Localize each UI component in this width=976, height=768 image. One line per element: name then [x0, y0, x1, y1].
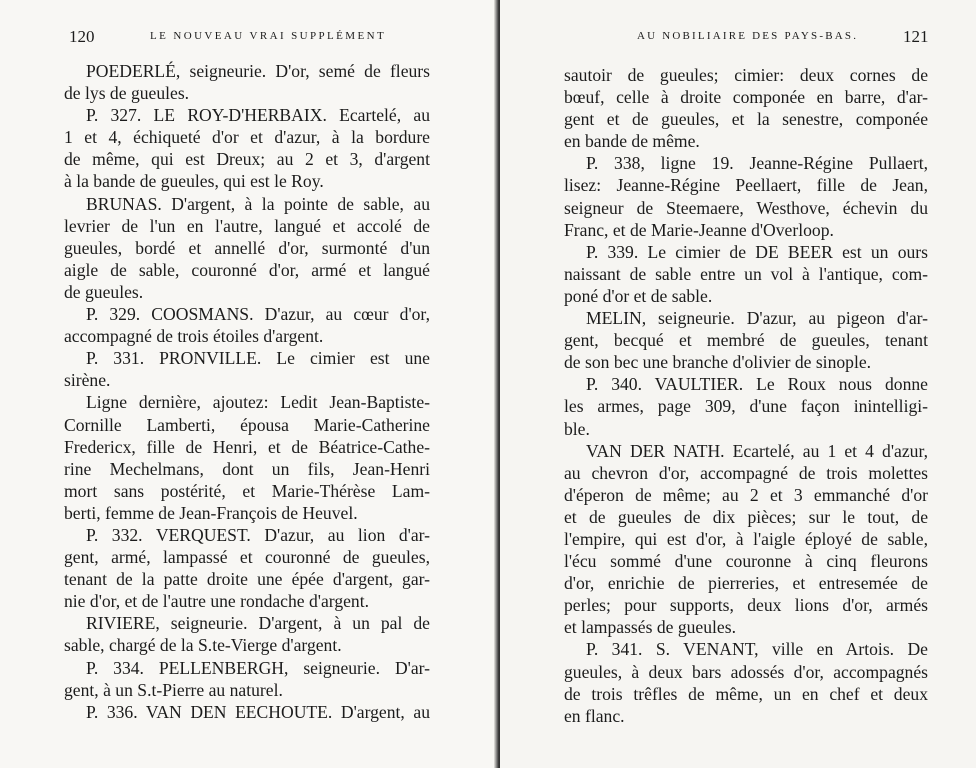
- text-line: POEDERLÉ, seigneurie. D'or, semé de fleurs: [86, 61, 430, 81]
- text-line: sirène.: [64, 370, 111, 391]
- text-line: P. 331. PRONVILLE. Le cimier est une: [86, 348, 430, 369]
- text-line: berti, femme de Jean-François de Heuvel.: [64, 502, 358, 523]
- text-line: P. 334. PELLENBERGH, seigneurie. D'ar-: [86, 657, 430, 678]
- text-line: P. 339. Le cimier de DE BEER est un ours: [586, 241, 928, 262]
- text-line: de lys de gueules.: [64, 83, 190, 104]
- text-line: gent, armé, lampassé et couronné de gueules,: [64, 547, 430, 568]
- text-line: P. 336. VAN DEN EECHOUTE. D'argent, au: [86, 701, 430, 722]
- text-line: d'or, enrichie de pierreries, et entresemée de: [564, 573, 928, 594]
- text-line: sautoir de gueules; cimier: deux cornes de: [564, 65, 928, 85]
- text-line: de gueules.: [64, 281, 144, 302]
- text-line: gueules, à deux bars adossés d'or, accompagnés: [564, 661, 928, 682]
- text-line: P. 341. S. VENANT, ville en Artois. De: [586, 639, 928, 660]
- text-line: Ligne dernière, ajoutez: Ledit Jean-Baptiste-: [86, 392, 430, 413]
- text-line: l'empire, qui est d'or, à l'aigle éployé de sable,: [564, 528, 928, 549]
- text-line: seigneur de Steemaere, Westhove, échevin du: [564, 197, 928, 218]
- text-line: P. 327. LE ROY-D'HERBAIX. Ecartelé, au: [86, 105, 430, 126]
- text-line: à la bande de gueules, qui est le Roy.: [64, 171, 324, 192]
- text-line: lisez: Jeanne-Régine Peellaert, fille de Jean,: [564, 175, 928, 196]
- text-line: rine Mechelmans, dont un fils, Jean-Henri: [64, 458, 430, 479]
- text-line: gueules, bordé et annellé d'or, surmonté d'un: [64, 237, 430, 258]
- text-line: P. 332. VERQUEST. D'azur, au lion d'ar-: [86, 524, 430, 545]
- text-line: P. 338, ligne 19. Jeanne-Régine Pullaert,: [586, 153, 928, 174]
- page-number: 121: [903, 27, 929, 46]
- text-line: et de gueules de dix pièces; sur le tout, de: [564, 506, 928, 527]
- text-line: mort sans postérité, et Marie-Thérèse Lam-: [64, 480, 430, 501]
- running-head: LE NOUVEAU VRAI SUPPLÉMENT: [150, 30, 387, 42]
- text-line: au chevron d'or, accompagné de trois molettes: [564, 462, 928, 483]
- text-line: VAN DER NATH. Ecartelé, au 1 et 4 d'azur,: [586, 440, 928, 461]
- text-line: en bande de même.: [564, 131, 700, 152]
- page-number: 120: [69, 27, 95, 46]
- text-line: l'écu sommé d'une couronne à cinq fleurons: [564, 551, 928, 572]
- right-page: [500, 0, 976, 768]
- text-line: en flanc.: [564, 705, 625, 726]
- text-line: gent, à un S.t-Pierre au naturel.: [64, 679, 283, 700]
- text-line: de même, qui est Dreux; au 2 et 3, d'argent: [64, 149, 430, 170]
- text-line: MELIN, seigneurie. D'azur, au pigeon d'ar-: [586, 308, 928, 329]
- text-line: aigle de sable, couronné d'or, armé et langué: [64, 259, 430, 280]
- running-head: AU NOBILIAIRE DES PAYS-BAS.: [637, 30, 859, 42]
- text-line: levrier de l'un en l'autre, langué et accolé de: [64, 215, 430, 236]
- text-line: Cornille Lamberti, épousa Marie-Catherine: [64, 414, 430, 435]
- text-line: et lampassés de gueules.: [564, 617, 736, 638]
- text-line: ble.: [564, 418, 590, 439]
- text-line: perles; pour supports, deux lions d'or, armés: [564, 595, 928, 616]
- page-text: [564, 64, 928, 727]
- text-line: poné d'or et de sable.: [564, 285, 713, 306]
- text-line: accompagné de trois étoiles d'argent.: [64, 326, 324, 347]
- text-line: BRUNAS. D'argent, à la pointe de sable, au: [86, 193, 430, 214]
- text-line: d'éperon de même; au 2 et 3 emmanché d'or: [564, 484, 928, 505]
- text-line: 1 et 4, échiqueté d'or et d'azur, à la bordure: [64, 127, 430, 148]
- text-line: de trois trêfles de même, un en chef et deux: [564, 683, 928, 704]
- page-text: [64, 60, 430, 723]
- text-line: bœuf, celle à droite componée en barre, d'ar-: [564, 87, 928, 108]
- text-line: nie d'or, et de l'autre une rondache d'argent.: [64, 591, 370, 612]
- text-line: de son bec une branche d'olivier de sinople.: [564, 352, 872, 373]
- text-line: les armes, page 309, d'une façon inintelligi-: [564, 396, 928, 417]
- text-line: P. 329. COOSMANS. D'azur, au cœur d'or,: [86, 304, 430, 325]
- text-line: sable, chargé de la S.te-Vierge d'argent.: [64, 635, 342, 656]
- text-line: tenant de la patte droite une épée d'argent, gar-: [64, 569, 430, 590]
- text-line: gent, becqué et membré de gueules, tenant: [564, 330, 928, 351]
- text-line: gent et de gueules, et la senestre, componée: [564, 109, 928, 130]
- text-line: RIVIERE, seigneurie. D'argent, à un pal de: [86, 613, 430, 634]
- text-line: P. 340. VAULTIER. Le Roux nous donne: [586, 374, 928, 395]
- text-line: naissant de sable entre un vol à l'antique, com-: [564, 263, 928, 284]
- text-line: Fredericx, fille de Henri, et de Béatrice-Cathe-: [64, 436, 430, 457]
- text-line: Franc, et de Marie-Jeanne d'Overloop.: [564, 219, 834, 240]
